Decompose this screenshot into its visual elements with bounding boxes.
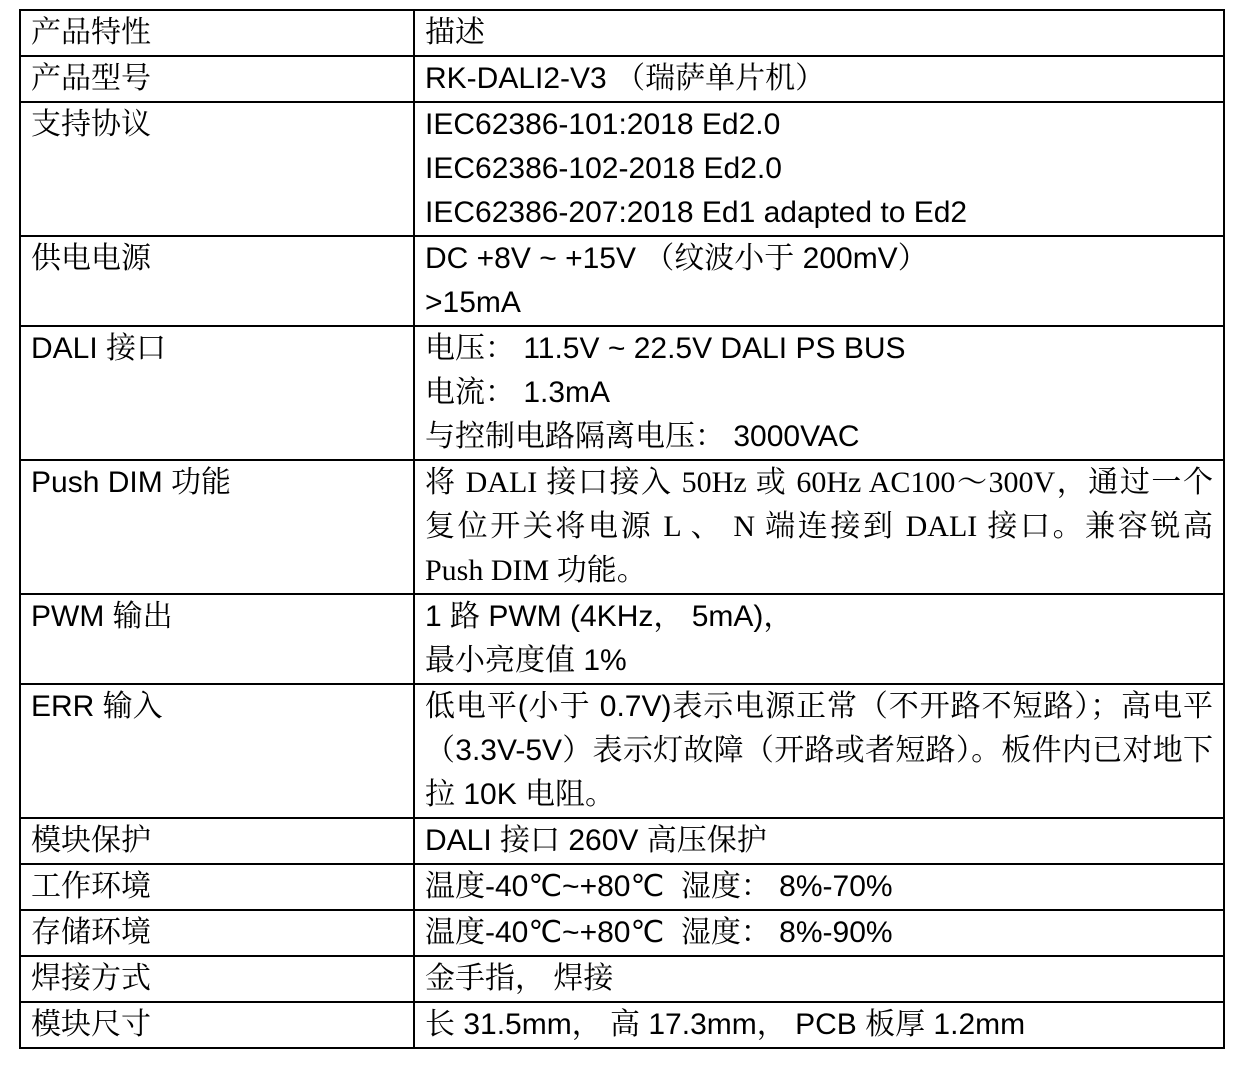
table-row [20,864,1224,910]
spec-value-line: 最小亮度值 1% [425,644,627,677]
spec-value-cell [414,326,1224,460]
table-row [20,460,1224,594]
spec-value-line: 电流： 1.3mA [425,376,611,409]
spec-value-line: >15mA [425,286,521,319]
table-row [20,236,1224,326]
spec-value-cell [414,460,1224,594]
table-row [20,326,1224,460]
spec-value-line: 温度-40℃~+80℃ 湿度： 8%-70% [425,870,893,903]
spec-value-cell [414,594,1224,684]
spec-value-line: IEC62386-101:2018 Ed2.0 [425,108,781,141]
spec-value-line: 金手指， 焊接 [425,962,614,995]
spec-label-cell: 存储环境 [20,910,414,956]
table-row [20,818,1224,864]
header-description-cell: 描述 [414,10,1224,56]
table-row [20,56,1224,102]
spec-label-cell: Push DIM 功能 [20,460,414,594]
spec-value-cell [414,1002,1224,1048]
spec-label-cell: 模块尺寸 [20,1002,414,1048]
spec-label-cell: 产品型号 [20,56,414,102]
table-row [20,594,1224,684]
spec-value-cell [414,56,1224,102]
spec-value-line: IEC62386-207:2018 Ed1 adapted to Ed2 [425,196,968,229]
spec-value-line: 与控制电路隔离电压： 3000VAC [425,420,860,453]
spec-label-cell: PWM 输出 [20,594,414,684]
table-row [20,910,1224,956]
spec-value-line: DC +8V ~ +15V （纹波小于 200mV） [425,242,928,275]
spec-label-cell: 工作环境 [20,864,414,910]
spec-value-line: 温度-40℃~+80℃ 湿度： 8%-90% [425,916,893,949]
spec-value-cell [414,864,1224,910]
spec-table-body [20,10,1224,1048]
spec-sheet-page [0,9,1234,1071]
spec-value-cell [414,684,1224,818]
spec-label-cell: ERR 输入 [20,684,414,818]
spec-value-line: IEC62386-102-2018 Ed2.0 [425,152,782,185]
product-spec-table [19,9,1225,1049]
spec-value-cell [414,910,1224,956]
spec-value-cell [414,236,1224,326]
spec-label-cell: 焊接方式 [20,956,414,1002]
table-row [20,1002,1224,1048]
spec-label-cell: 供电电源 [20,236,414,326]
spec-label-cell: 模块保护 [20,818,414,864]
spec-value-line: 低电平(小于 0.7V)表示电源正常（不开路不短路）；高电平（3.3V-5V）表示灯故障（开路或者短路）。板件内已对地下拉 10K 电阻。 [425,690,1213,811]
spec-value-line: 长 31.5mm， 高 17.3mm， PCB 板厚 1.2mm [425,1008,1026,1041]
table-row [20,956,1224,1002]
spec-value-line: DALI 接口 260V 高压保护 [425,824,767,857]
spec-value-line: 1 路 PWM (4KHz， 5mA)， [425,600,794,633]
spec-value-line: 将 DALI 接口接入 50Hz 或 60Hz AC100～300V，通过一个复位开关将电源 L 、 N 端连接到 DALI 接口。兼容锐高 Push DIM 功能。 [425,466,1213,587]
table-row [20,102,1224,236]
spec-value-cell [414,956,1224,1002]
spec-value-line: RK-DALI2-V3 （瑞萨单片机） [425,62,826,95]
spec-value-line: 电压： 11.5V ~ 22.5V DALI PS BUS [425,332,906,365]
spec-value-cell [414,818,1224,864]
table-row [20,684,1224,818]
spec-label-cell: 支持协议 [20,102,414,236]
spec-label-cell: DALI 接口 [20,326,414,460]
spec-value-cell [414,102,1224,236]
table-header-row [20,10,1224,56]
header-feature-cell: 产品特性 [20,10,414,56]
